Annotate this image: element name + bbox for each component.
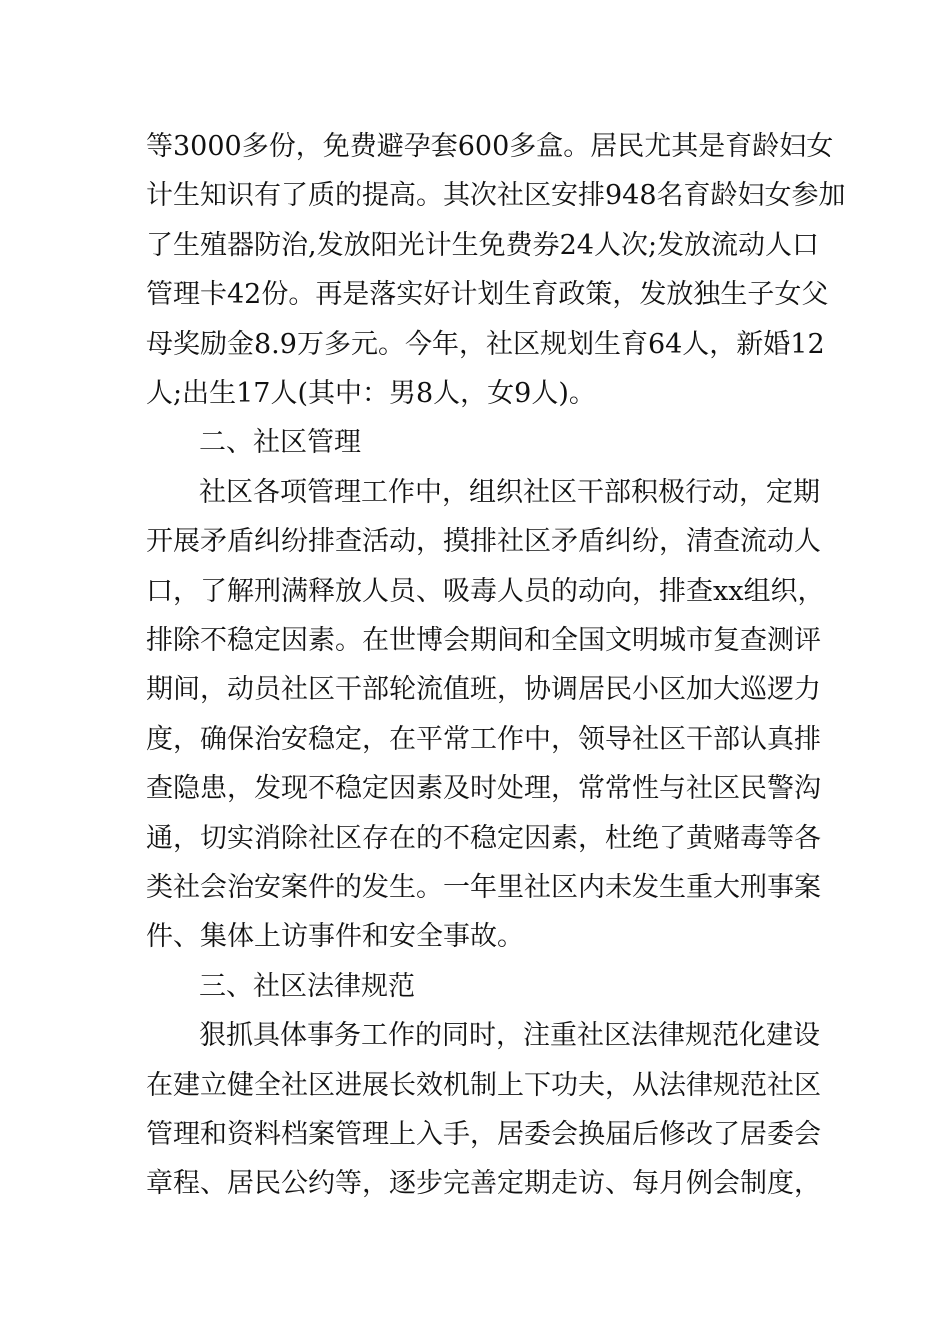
text-line: 母奖励金8.9万多元。今年，社区规划生育64人，新婚12 (146, 329, 825, 360)
text-line: 了生殖器防治,发放阳光计生免费券24人次;发放流动人口 (146, 230, 820, 261)
text-line: 狠抓具体事务工作的同时，注重社区法律规范化建设 (199, 1020, 820, 1051)
section-heading: 二、社区管理 (199, 427, 361, 458)
text-line: 社区各项管理工作中，组织社区干部积极行动，定期 (199, 477, 820, 508)
text-line: 件、集体上访事件和安全事故。 (146, 921, 524, 952)
text-line: 人;出生17人(其中：男8人，女9人)。 (146, 378, 596, 409)
text-line: 管理卡42份。再是落实好计划生育政策，发放独生子女父 (146, 279, 829, 310)
text-line: 类社会治安案件的发生。一年里社区内未发生重大刑事案 (146, 872, 821, 903)
text-line: 期间，动员社区干部轮流值班，协调居民小区加大巡逻力 (146, 674, 821, 705)
text-line: 查隐患，发现不稳定因素及时处理，常常性与社区民警沟 (146, 773, 821, 804)
text-line: 管理和资料档案管理上入手，居委会换届后修改了居委会 (146, 1119, 821, 1150)
text-line: 通，切实消除社区存在的不稳定因素，杜绝了黄赌毒等各 (146, 823, 821, 854)
text-line: 开展矛盾纠纷排查活动，摸排社区矛盾纠纷，清查流动人 (146, 526, 821, 557)
text-line: 度，确保治安稳定，在平常工作中，领导社区干部认真排 (146, 724, 821, 755)
text-line: 章程、居民公约等，逐步完善定期走访、每月例会制度， (146, 1168, 821, 1199)
text-line: 等3000多份，免费避孕套600多盒。居民尤其是育龄妇女 (146, 131, 834, 162)
text-line: 口，了解刑满释放人员、吸毒人员的动向，排查xx组织， (146, 576, 825, 607)
text-line: 排除不稳定因素。在世博会期间和全国文明城市复查测评 (146, 625, 821, 656)
text-line: 计生知识有了质的提高。其次社区安排948名育龄妇女参加 (146, 180, 846, 211)
text-line: 在建立健全社区进展长效机制上下功夫，从法律规范社区 (146, 1070, 821, 1101)
section-heading: 三、社区法律规范 (199, 971, 415, 1002)
